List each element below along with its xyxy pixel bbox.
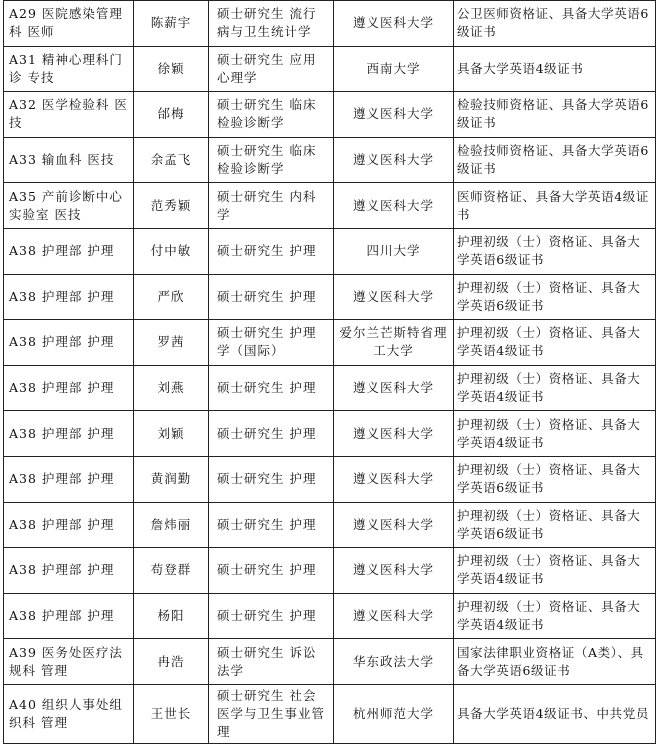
education-cell: 硕士研究生 护理 xyxy=(209,456,334,502)
table-row xyxy=(4,183,656,229)
education-cell: 硕士研究生 临床检验诊断学 xyxy=(209,92,334,138)
name-cell: 苟登群 xyxy=(134,548,209,594)
school-cell: 遵义医科大学 xyxy=(334,92,454,138)
school-cell: 遵义医科大学 xyxy=(334,548,454,594)
requirement-cell: 护理初级（士）资格证、具备大学英语4级证书 xyxy=(454,593,656,639)
name-cell: 冉浩 xyxy=(134,639,209,685)
education-cell: 硕士研究生 社会医学与卫生事业管理 xyxy=(209,684,334,743)
requirement-cell: 护理初级（士）资格证、具备大学英语4级证书 xyxy=(454,365,656,411)
results-table-container xyxy=(3,0,656,744)
education-cell: 硕士研究生 诉讼法学 xyxy=(209,639,334,685)
position-cell: A38 护理部 护理 xyxy=(4,274,134,320)
table-row xyxy=(4,320,656,366)
school-cell: 遵义医科大学 xyxy=(334,593,454,639)
school-cell: 西南大学 xyxy=(334,46,454,92)
education-cell: 硕士研究生 护理 xyxy=(209,548,334,594)
table-row xyxy=(4,46,656,92)
school-cell: 遵义医科大学 xyxy=(334,137,454,183)
name-cell: 付中敏 xyxy=(134,228,209,274)
table-row xyxy=(4,456,656,502)
school-cell: 爱尔兰芒斯特省理工大学 xyxy=(334,320,454,366)
requirement-cell: 护理初级（士）资格证、具备大学英语6级证书 xyxy=(454,456,656,502)
requirement-cell: 护理初级（士）资格证、具备大学英语4级证书 xyxy=(454,548,656,594)
position-cell: A38 护理部 护理 xyxy=(4,320,134,366)
position-cell: A29 医院感染管理科 医师 xyxy=(4,1,134,47)
name-cell: 王世长 xyxy=(134,684,209,743)
table-row xyxy=(4,137,656,183)
school-cell: 四川大学 xyxy=(334,228,454,274)
position-cell: A39 医务处医疗法规科 管理 xyxy=(4,639,134,685)
school-cell: 遵义医科大学 xyxy=(334,365,454,411)
requirement-cell: 医师资格证、具备大学英语4级证书 xyxy=(454,183,656,229)
education-cell: 硕士研究生 临床检验诊断学 xyxy=(209,137,334,183)
table-row xyxy=(4,365,656,411)
requirement-cell: 公卫医师资格证、具备大学英语6级证书 xyxy=(454,1,656,47)
school-cell: 遵义医科大学 xyxy=(334,456,454,502)
name-cell: 黄润勤 xyxy=(134,456,209,502)
school-cell: 遵义医科大学 xyxy=(334,1,454,47)
education-cell: 硕士研究生 护理 xyxy=(209,411,334,457)
requirement-cell: 护理初级（士）资格证、具备大学英语6级证书 xyxy=(454,502,656,548)
table-row xyxy=(4,684,656,743)
name-cell: 严欣 xyxy=(134,274,209,320)
education-cell: 硕士研究生 护理 xyxy=(209,365,334,411)
position-cell: A38 护理部 护理 xyxy=(4,411,134,457)
requirement-cell: 检验技师资格证、具备大学英语6级证书 xyxy=(454,137,656,183)
table-row xyxy=(4,593,656,639)
requirement-cell: 具备大学英语4级证书、中共党员 xyxy=(454,684,656,743)
education-cell: 硕士研究生 内科学 xyxy=(209,183,334,229)
school-cell: 遵义医科大学 xyxy=(334,502,454,548)
name-cell: 詹炜丽 xyxy=(134,502,209,548)
position-cell: A38 护理部 护理 xyxy=(4,548,134,594)
table-row xyxy=(4,639,656,685)
position-cell: A35 产前诊断中心实验室 医技 xyxy=(4,183,134,229)
requirement-cell: 国家法律职业资格证（A类）、具备大学英语6级证书 xyxy=(454,639,656,685)
requirement-cell: 护理初级（士）资格证、具备大学英语6级证书 xyxy=(454,274,656,320)
table-body xyxy=(4,1,656,744)
school-cell: 遵义医科大学 xyxy=(334,183,454,229)
requirement-cell: 护理初级（士）资格证、具备大学英语4级证书 xyxy=(454,320,656,366)
position-cell: A32 医学检验科 医技 xyxy=(4,92,134,138)
school-cell: 遵义医科大学 xyxy=(334,274,454,320)
table-row xyxy=(4,502,656,548)
education-cell: 硕士研究生 护理 xyxy=(209,593,334,639)
education-cell: 硕士研究生 护理 xyxy=(209,228,334,274)
requirement-cell: 具备大学英语4级证书 xyxy=(454,46,656,92)
position-cell: A38 护理部 护理 xyxy=(4,593,134,639)
table-row xyxy=(4,92,656,138)
education-cell: 硕士研究生 流行病与卫生统计学 xyxy=(209,1,334,47)
position-cell: A38 护理部 护理 xyxy=(4,456,134,502)
recruitment-results-table xyxy=(3,0,656,744)
name-cell: 邰梅 xyxy=(134,92,209,138)
table-row xyxy=(4,1,656,47)
table-row xyxy=(4,274,656,320)
education-cell: 硕士研究生 护理 xyxy=(209,502,334,548)
position-cell: A40 组织人事处组织科 管理 xyxy=(4,684,134,743)
position-cell: A31 精神心理科门诊 专技 xyxy=(4,46,134,92)
position-cell: A38 护理部 护理 xyxy=(4,365,134,411)
education-cell: 硕士研究生 应用心理学 xyxy=(209,46,334,92)
position-cell: A38 护理部 护理 xyxy=(4,228,134,274)
position-cell: A33 输血科 医技 xyxy=(4,137,134,183)
name-cell: 刘颖 xyxy=(134,411,209,457)
name-cell: 范秀颖 xyxy=(134,183,209,229)
table-row xyxy=(4,411,656,457)
school-cell: 遵义医科大学 xyxy=(334,411,454,457)
name-cell: 罗茜 xyxy=(134,320,209,366)
requirement-cell: 护理初级（士）资格证、具备大学英语4级证书 xyxy=(454,411,656,457)
education-cell: 硕士研究生 护理 xyxy=(209,274,334,320)
table-row xyxy=(4,228,656,274)
name-cell: 陈薪宇 xyxy=(134,1,209,47)
name-cell: 刘燕 xyxy=(134,365,209,411)
education-cell: 硕士研究生 护理学（国际） xyxy=(209,320,334,366)
name-cell: 杨阳 xyxy=(134,593,209,639)
name-cell: 余孟飞 xyxy=(134,137,209,183)
school-cell: 杭州师范大学 xyxy=(334,684,454,743)
requirement-cell: 检验技师资格证、具备大学英语6级证书 xyxy=(454,92,656,138)
school-cell: 华东政法大学 xyxy=(334,639,454,685)
requirement-cell: 护理初级（士）资格证、具备大学英语6级证书 xyxy=(454,228,656,274)
position-cell: A38 护理部 护理 xyxy=(4,502,134,548)
name-cell: 徐颖 xyxy=(134,46,209,92)
table-row xyxy=(4,548,656,594)
